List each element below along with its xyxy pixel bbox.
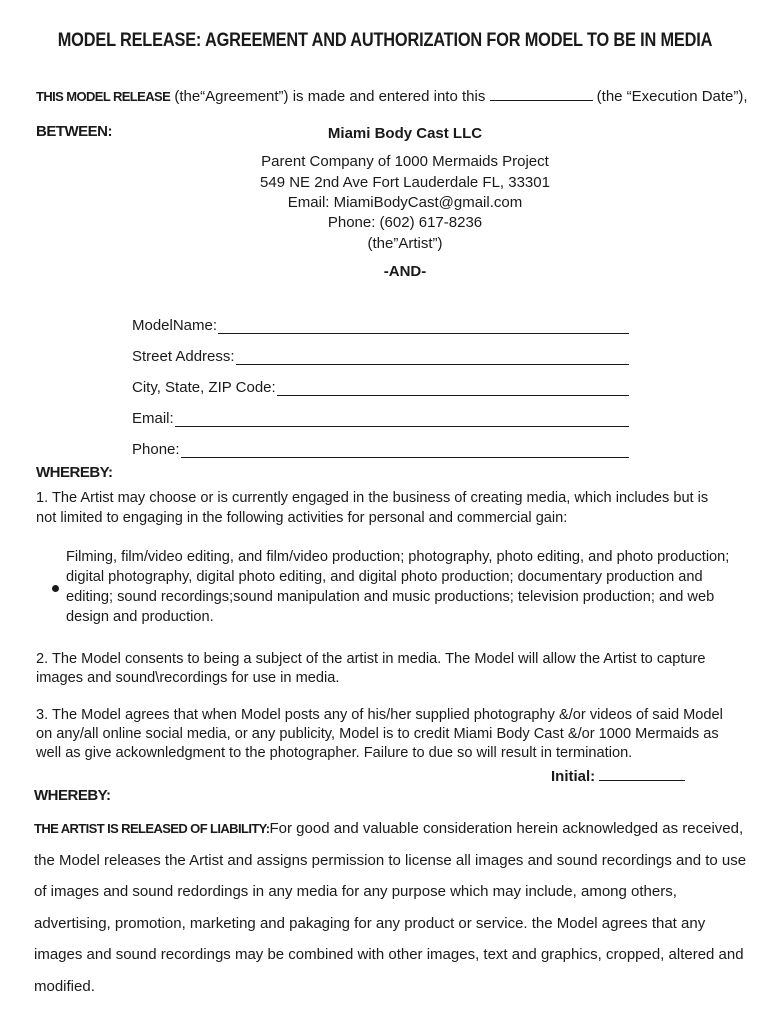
street-address-label: Street Address: (132, 348, 235, 365)
whereby-heading-2: WHEREBY: (34, 787, 111, 804)
intro-text: (the“Agreement”) is made and entered into this (170, 88, 490, 105)
clause-2: 2. The Model consents to being a subject of the artist in media. The Model will allow the Artist to capture images and sound\recordings for use in media. (36, 651, 706, 686)
phone-line[interactable] (181, 443, 629, 458)
initial-line[interactable] (599, 768, 685, 781)
activities-bullet (52, 547, 752, 627)
model-name-field[interactable] (132, 317, 629, 334)
city-state-zip-field[interactable] (132, 379, 629, 396)
email-field[interactable] (132, 410, 629, 427)
intro-text-end: (the “Execution Date”), (592, 88, 748, 105)
clause-3: 3. The Model agrees that when Model posts any of his/her supplied photography &/or videos of said Model on any/all online social media, or any publicity, Model is to credit Miami Body Cast &/or 1000 Mermaids as well as give ackownledgment to the photographer. Failure to due so will result in termination. (36, 707, 723, 761)
phone-label: Phone: (132, 441, 180, 458)
street-address-line[interactable] (236, 350, 629, 365)
intro-lead: THIS MODEL RELEASE (36, 89, 171, 104)
model-name-label: ModelName: (132, 317, 218, 334)
between-label: BETWEEN: (36, 123, 112, 140)
liability-text: For good and valuable consideration herein acknowledged as received, the Model releases the Artist and assigns permission to license all images and sound recordings and to use of images and sound redordings in any media for any purpose which may include, among others, advertising, promotion, marketing and pakaging for any product or service. the Model agrees that any images and sound recordings may be combined with other images, text and graphics, cropped, altered and modified. (34, 820, 747, 995)
intro-line (36, 88, 748, 105)
liability-clause (34, 813, 754, 1002)
artist-email: Email: MiamiBodyCast@gmail.com (287, 194, 523, 211)
artist-role: (the”Artist”) (367, 235, 443, 252)
artist-phone: Phone: (602) 617-8236 (327, 214, 483, 231)
and-label: -AND- (383, 263, 427, 280)
document-title: MODEL RELEASE: AGREEMENT AND AUTHORIZATION FOR MODEL TO BE IN MEDIA (57, 30, 713, 51)
city-state-zip-label: City, State, ZIP Code: (132, 379, 276, 396)
initial-field[interactable] (551, 768, 685, 785)
email-label: Email: (132, 410, 174, 427)
artist-address: 549 NE 2nd Ave Fort Lauderdale FL, 33301 (260, 174, 550, 191)
execution-date-blank[interactable] (490, 90, 593, 101)
artist-parent: Parent Company of 1000 Mermaids Project (261, 153, 549, 170)
artist-company: Miami Body Cast LLC (327, 125, 483, 142)
initial-label: Initial: (551, 768, 596, 785)
liability-lead: THE ARTIST IS RELEASED OF LIABILITY: (34, 821, 270, 836)
bullet-icon (52, 585, 59, 592)
phone-field[interactable] (132, 441, 629, 458)
model-name-line[interactable] (218, 319, 629, 334)
whereby-heading-1: WHEREBY: (36, 464, 113, 481)
email-line[interactable] (175, 412, 629, 427)
city-state-zip-line[interactable] (277, 381, 629, 396)
street-address-field[interactable] (132, 348, 629, 365)
clause-1: 1. The Artist may choose or is currently engaged in the business of creating media, which includes but is not limited to engaging in the following activities for personal and commercial gain: (36, 490, 709, 526)
activities-text: Filming, film/video editing, and film/video production; photography, photo editing, and photo production; digital photography, digital photo editing, and digital photo production; documentary production and editing; sound recordings;sound manipulation and music productions; television production; and web design and production. (66, 549, 730, 625)
